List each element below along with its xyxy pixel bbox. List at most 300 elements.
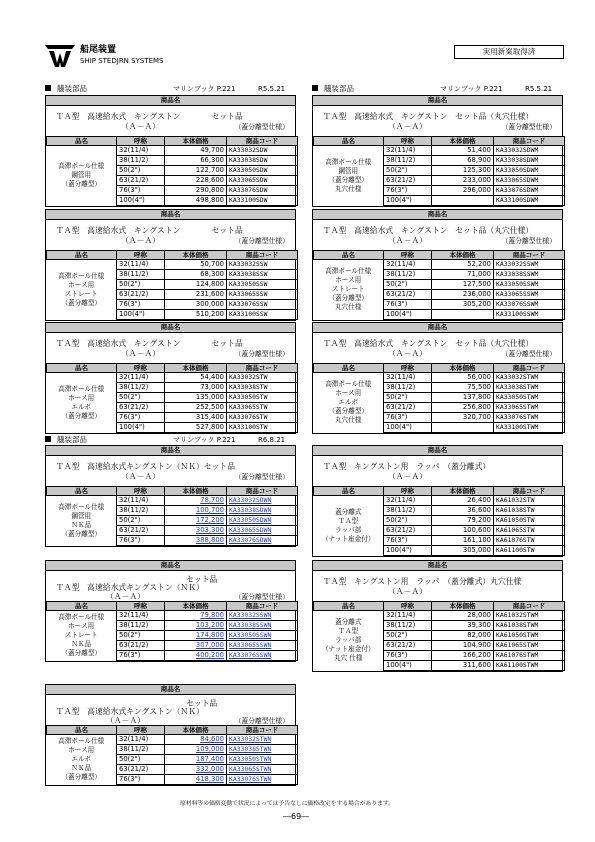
size-cell: 32(11/4) xyxy=(117,496,165,506)
product-code-cell[interactable]: KA33038SSWN xyxy=(227,621,298,631)
product-spec-label xyxy=(47,373,117,433)
spec-line: ストレート xyxy=(331,285,365,294)
price-table xyxy=(46,486,298,546)
spec-line: 鋼管用 xyxy=(338,166,359,175)
bullet-square-icon xyxy=(312,85,318,91)
price-cell: 56,000 xyxy=(432,373,494,383)
product-code-cell[interactable]: KA33065STWN xyxy=(227,765,298,775)
price-table xyxy=(313,363,565,433)
spec-line: （蓋分離型） xyxy=(328,175,369,184)
product-name-header: 商品名 xyxy=(46,685,295,695)
price-cell: 75,500 xyxy=(432,383,494,393)
product-block xyxy=(45,684,296,786)
product-code-cell: KA33065STWM xyxy=(494,403,565,413)
product-code-cell: KA33065SSW xyxy=(227,290,298,300)
size-cell: 50(2") xyxy=(384,393,432,403)
size-cell: 32(11/4) xyxy=(384,260,432,270)
price-cell: 400,200 xyxy=(165,651,227,661)
column-header-code: 商品コード xyxy=(494,487,565,496)
price-table xyxy=(46,601,298,661)
price-table xyxy=(46,725,298,785)
spec-line: ホース用 xyxy=(335,389,362,398)
product-title: ＴＡ型 キングストン用 ラッパ （蓋分離式）丸穴仕様 xyxy=(323,577,522,586)
product-code-cell: KA61038STW xyxy=(494,506,565,516)
spec-line: ストレート xyxy=(64,631,98,640)
product-code-cell: KA33032SDW xyxy=(227,146,298,156)
price-table xyxy=(313,486,565,556)
price-cell: 307,000 xyxy=(165,641,227,651)
product-title-area xyxy=(46,106,295,136)
size-cell: 32(11/4) xyxy=(117,373,165,383)
size-cell: 50(2") xyxy=(117,166,165,176)
size-cell: 38(11/2) xyxy=(384,383,432,393)
product-code-cell[interactable]: KA33050SDWN xyxy=(227,516,298,526)
column-header-name: 品名 xyxy=(47,137,117,146)
price-cell: 122,700 xyxy=(165,166,227,176)
price-cell: 78,700 xyxy=(165,496,227,506)
column-header-size: 呼称 xyxy=(117,251,165,260)
product-code-cell[interactable]: KA33032STWN xyxy=(227,735,298,745)
column-header-size: 呼称 xyxy=(384,487,432,496)
size-cell: 50(2") xyxy=(384,166,432,176)
product-title: ＴＡ型 高速給水式 キングストン セット品 xyxy=(56,226,243,235)
size-cell: 76(3") xyxy=(384,536,432,546)
spec-line: ラッパ部 xyxy=(335,636,362,645)
spec-line: ストレート xyxy=(64,289,98,298)
column-header-price: 本体価格 xyxy=(165,487,227,496)
spec-line: 丸穴仕様 xyxy=(335,184,362,193)
product-note: （蓋分離型仕様） xyxy=(234,717,289,725)
table-header-row xyxy=(314,487,565,496)
spec-line: 蓋分離式 xyxy=(335,507,362,516)
price-cell: 82,000 xyxy=(432,631,494,641)
price-cell: 68,900 xyxy=(432,156,494,166)
price-cell: 187,400 xyxy=(165,755,227,765)
product-code-cell[interactable]: KA33065SSWN xyxy=(227,641,298,651)
product-spec-label xyxy=(314,373,384,433)
product-code-cell[interactable]: KA33050STWN xyxy=(227,755,298,765)
product-title: ＴＡ型 高速給水式キングストン（ＮＫ） xyxy=(56,707,204,716)
table-header-row xyxy=(47,137,298,146)
spec-line: 高滞ボール仕様 xyxy=(325,267,372,276)
product-code-cell: KA33038STW xyxy=(227,383,298,393)
price-cell: 79,800 xyxy=(165,611,227,621)
product-code-cell[interactable]: KA33076SDWN xyxy=(227,536,298,546)
size-cell: 100(4") xyxy=(117,310,165,320)
size-cell: 32(11/4) xyxy=(117,735,165,745)
size-cell: 38(11/2) xyxy=(384,621,432,631)
price-cell: 305,000 xyxy=(432,546,494,556)
price-cell: 303,300 xyxy=(165,526,227,536)
column-header-code: 商品コード xyxy=(227,137,298,146)
product-note: （蓋分離型仕様） xyxy=(234,593,289,601)
product-code-cell: KA33100SDWM xyxy=(494,196,565,206)
spec-line: 高滞ボール仕様 xyxy=(58,613,105,622)
product-code-cell: KA33065SDW xyxy=(227,176,298,186)
product-note: （蓋分離型仕様） xyxy=(234,237,289,245)
product-code-cell: KA61038STWM xyxy=(494,621,565,631)
revision-date: R5.5.21 xyxy=(525,85,553,93)
price-cell: 231,600 xyxy=(165,290,227,300)
price-cell xyxy=(432,196,494,206)
price-cell: 54,400 xyxy=(165,373,227,383)
price-cell: 68,300 xyxy=(165,270,227,280)
spec-line: 丸穴 仕様 xyxy=(334,654,363,663)
price-cell: 124,800 xyxy=(165,280,227,290)
price-table xyxy=(313,136,565,206)
bullet-square-icon xyxy=(45,436,51,442)
column-header-name: 品名 xyxy=(47,726,117,735)
size-cell: 76(3") xyxy=(117,775,165,785)
price-table xyxy=(313,250,565,320)
table-row xyxy=(47,611,298,621)
product-code-cell: KA61076STWM xyxy=(494,651,565,661)
size-cell: 63(21/2) xyxy=(384,526,432,536)
product-code-cell: KA61032STWM xyxy=(494,611,565,621)
size-cell: 38(11/2) xyxy=(117,506,165,516)
spec-line: 蓋分離式 xyxy=(335,618,362,627)
spec-line: ホース用 xyxy=(68,393,95,402)
table-row xyxy=(47,146,298,156)
size-cell: 63(21/2) xyxy=(117,290,165,300)
column-header-code: 商品コード xyxy=(227,364,298,373)
price-cell: 305,200 xyxy=(432,300,494,310)
product-code-cell: KA33032STW xyxy=(227,373,298,383)
price-cell: 49,700 xyxy=(165,146,227,156)
size-cell: 76(3") xyxy=(384,651,432,661)
table-header-row xyxy=(47,602,298,611)
product-code-cell[interactable]: KA33050SSWN xyxy=(227,631,298,641)
table-header-row xyxy=(47,726,298,735)
price-cell: 100,700 xyxy=(165,506,227,516)
price-cell: 79,200 xyxy=(432,516,494,526)
product-subtitle: （Ａ－Ａ） xyxy=(121,472,160,481)
size-cell: 38(11/2) xyxy=(117,156,165,166)
table-row xyxy=(314,373,565,383)
table-row xyxy=(314,146,565,156)
product-block xyxy=(312,95,563,207)
price-table xyxy=(46,363,298,433)
product-title-area xyxy=(313,456,562,486)
price-cell: 315,400 xyxy=(165,413,227,423)
product-code-cell: KA33050SDW xyxy=(227,166,298,176)
product-code-cell[interactable]: KA33038SDWN xyxy=(227,506,298,516)
price-cell: 527,800 xyxy=(165,423,227,433)
product-subtitle: （Ａ－Ａ） xyxy=(121,122,160,131)
product-title-suffix: セット品 xyxy=(186,575,218,584)
price-cell: 161,100 xyxy=(432,536,494,546)
price-cell: 256,800 xyxy=(432,403,494,413)
product-title: ＴＡ型 高速給水式キングストン（ＮＫ）セット品 xyxy=(56,462,236,471)
product-subtitle: （Ａ－Ａ） xyxy=(106,716,145,725)
product-code-cell[interactable]: KA33032SSWN xyxy=(227,611,298,621)
size-cell: 50(2") xyxy=(384,631,432,641)
product-block xyxy=(312,445,563,557)
column-header-price: 本体価格 xyxy=(432,487,494,496)
column-header-name: 品名 xyxy=(47,487,117,496)
product-code-cell[interactable]: KA33038STWN xyxy=(227,745,298,755)
product-subtitle: （Ａ－Ａ） xyxy=(388,472,427,481)
column-header-size: 呼称 xyxy=(117,726,165,735)
product-code-cell[interactable]: KA33065SDWN xyxy=(227,526,298,536)
spec-line: 丸穴仕様 xyxy=(335,303,362,312)
product-name-header: 商品名 xyxy=(46,210,295,220)
product-code-cell: KA33050SSWM xyxy=(494,280,565,290)
product-code-cell[interactable]: KA33076SSWN xyxy=(227,651,298,661)
catalog-ref: マリンブック P.221 xyxy=(173,436,236,444)
column-header-size: 呼称 xyxy=(117,602,165,611)
product-block xyxy=(312,322,563,434)
table-row xyxy=(314,611,565,621)
price-cell: 418,300 xyxy=(165,775,227,785)
size-cell: 38(11/2) xyxy=(117,270,165,280)
section-label: 艤装部品 xyxy=(57,435,87,444)
price-cell: 296,000 xyxy=(432,186,494,196)
column-header-size: 呼称 xyxy=(384,602,432,611)
column-header-code: 商品コード xyxy=(494,251,565,260)
size-cell: 100(4") xyxy=(117,423,165,433)
table-header-row xyxy=(314,251,565,260)
column-header-size: 呼称 xyxy=(117,137,165,146)
product-code-cell: KA61032STW xyxy=(494,496,565,506)
price-cell: 104,900 xyxy=(432,641,494,651)
product-code-cell: KA33100STWM xyxy=(494,423,565,433)
product-note: （蓋分離型仕様） xyxy=(234,473,289,481)
spec-line: （蓋分離型） xyxy=(61,773,102,782)
size-cell: 50(2") xyxy=(117,631,165,641)
spec-line: ＴＡ型 xyxy=(338,627,359,636)
size-cell: 63(21/2) xyxy=(117,526,165,536)
price-table xyxy=(46,136,298,206)
column-header-name: 品名 xyxy=(47,364,117,373)
product-code-cell: KA33076SDW xyxy=(227,186,298,196)
product-name-header: 商品名 xyxy=(46,561,295,571)
spec-line: エルボ xyxy=(71,402,92,411)
company-name xyxy=(80,45,163,67)
size-cell: 100(4") xyxy=(384,196,432,206)
spec-line: （蓋分離型） xyxy=(328,407,369,416)
product-code-cell: KA33050STWM xyxy=(494,393,565,403)
size-cell: 38(11/2) xyxy=(384,506,432,516)
product-title-area xyxy=(313,571,562,601)
size-cell: 63(21/2) xyxy=(117,403,165,413)
size-cell: 63(21/2) xyxy=(117,176,165,186)
product-code-cell: KA33100SSWM xyxy=(494,310,565,320)
spec-line: エルボ xyxy=(71,755,92,764)
product-subtitle: （Ａ－Ａ） xyxy=(121,349,160,358)
product-code-cell: KA33032SDWM xyxy=(494,146,565,156)
spec-line: 鋼管用 xyxy=(71,171,92,180)
product-code-cell: KA33032SSWM xyxy=(494,260,565,270)
table-header-row xyxy=(47,364,298,373)
product-code-cell: KA61065STWM xyxy=(494,641,565,651)
spec-line: 高滞ボール仕様 xyxy=(58,502,105,511)
column-header-code: 商品コード xyxy=(494,137,565,146)
size-cell: 76(3") xyxy=(384,186,432,196)
size-cell: 50(2") xyxy=(117,516,165,526)
table-header-row xyxy=(47,487,298,496)
price-cell: 252,500 xyxy=(165,403,227,413)
column-header-name: 品名 xyxy=(47,251,117,260)
product-code-cell: KA33065SDWM xyxy=(494,176,565,186)
product-spec-label xyxy=(314,496,384,556)
price-cell: 498,800 xyxy=(165,196,227,206)
product-subtitle: （Ａ－Ａ） xyxy=(121,236,160,245)
product-code-cell: KA33038SSW xyxy=(227,270,298,280)
column-header-code: 商品コード xyxy=(227,602,298,611)
size-cell: 63(21/2) xyxy=(117,765,165,775)
spec-line: ラッパ部 xyxy=(335,525,362,534)
table-row xyxy=(47,496,298,506)
price-cell: 228,600 xyxy=(165,176,227,186)
price-cell: 332,000 xyxy=(165,765,227,775)
size-cell: 32(11/4) xyxy=(384,373,432,383)
price-cell: 36,600 xyxy=(432,506,494,516)
spec-line: （ナット座金付） xyxy=(321,534,375,543)
spec-line: ＴＡ型 xyxy=(338,516,359,525)
size-cell: 76(3") xyxy=(384,300,432,310)
size-cell: 76(3") xyxy=(117,536,165,546)
product-block xyxy=(45,560,296,662)
spec-line: ホース用 xyxy=(68,746,95,755)
size-cell: 63(21/2) xyxy=(384,290,432,300)
column-header-price: 本体価格 xyxy=(432,602,494,611)
price-table xyxy=(313,601,565,671)
size-cell: 50(2") xyxy=(384,516,432,526)
size-cell: 38(11/2) xyxy=(384,156,432,166)
product-spec-label xyxy=(314,260,384,320)
column-header-code: 商品コード xyxy=(227,251,298,260)
column-header-price: 本体価格 xyxy=(432,137,494,146)
price-cell: 52,200 xyxy=(432,260,494,270)
page-number: ―69― xyxy=(283,812,310,821)
size-cell: 50(2") xyxy=(117,393,165,403)
size-cell: 63(21/2) xyxy=(384,176,432,186)
product-title-area xyxy=(46,333,295,363)
column-header-name: 品名 xyxy=(314,137,384,146)
spec-line: ホース用 xyxy=(68,280,95,289)
product-name-header: 商品名 xyxy=(313,96,562,106)
price-cell: 51,400 xyxy=(432,146,494,156)
size-cell: 32(11/4) xyxy=(117,146,165,156)
product-spec-label xyxy=(314,146,384,206)
spec-line: （蓋分離型） xyxy=(61,411,102,420)
price-cell: 172,200 xyxy=(165,516,227,526)
product-code-cell[interactable]: KA33076STWN xyxy=(227,775,298,785)
product-note: （蓋分離型仕様） xyxy=(234,123,289,131)
column-header-size: 呼称 xyxy=(384,251,432,260)
size-cell: 32(11/4) xyxy=(384,496,432,506)
section-header xyxy=(45,84,295,94)
product-code-cell: KA33050STW xyxy=(227,393,298,403)
product-code-cell: KA33038SDWM xyxy=(494,156,565,166)
product-code-cell: KA33050SSW xyxy=(227,280,298,290)
spec-line: ＮＫ品 xyxy=(71,640,92,649)
price-cell: 388,800 xyxy=(165,536,227,546)
product-title-area xyxy=(313,220,562,250)
price-cell: 109,000 xyxy=(165,745,227,755)
column-header-price: 本体価格 xyxy=(165,251,227,260)
spec-line: ホース用 xyxy=(335,276,362,285)
product-code-cell: KA33076SDWM xyxy=(494,186,565,196)
column-header-code: 商品コード xyxy=(494,364,565,373)
price-cell: 135,000 xyxy=(165,393,227,403)
product-subtitle: （Ａ－Ａ） xyxy=(388,587,427,596)
size-cell: 32(11/4) xyxy=(117,260,165,270)
product-code-cell: KA33038STWM xyxy=(494,383,565,393)
column-header-code: 商品コード xyxy=(227,487,298,496)
company-logo xyxy=(45,45,75,67)
product-note: （蓋分離型仕様） xyxy=(501,237,556,245)
column-header-size: 呼称 xyxy=(117,487,165,496)
product-spec-label xyxy=(47,146,117,206)
product-code-cell: KA33065SSWM xyxy=(494,290,565,300)
spec-line: エルボ xyxy=(338,398,359,407)
size-cell: 76(3") xyxy=(117,300,165,310)
price-cell: 71,000 xyxy=(432,270,494,280)
size-cell: 38(11/2) xyxy=(117,383,165,393)
product-spec-label xyxy=(47,496,117,546)
product-block xyxy=(45,95,296,207)
table-header-row xyxy=(314,137,565,146)
price-cell: 236,000 xyxy=(432,290,494,300)
price-cell: 103,200 xyxy=(165,621,227,631)
product-subtitle: （Ａ－Ａ） xyxy=(388,349,427,358)
product-subtitle: （Ａ－Ａ） xyxy=(388,236,427,245)
revision-date: R6.8.21 xyxy=(258,436,286,444)
spec-line: ホース用 xyxy=(68,622,95,631)
table-row xyxy=(47,260,298,270)
size-cell: 76(3") xyxy=(117,651,165,661)
size-cell: 50(2") xyxy=(117,280,165,290)
product-name-header: 商品名 xyxy=(313,446,562,456)
bullet-square-icon xyxy=(45,85,51,91)
spec-line: 高滞ボール仕様 xyxy=(325,380,372,389)
price-cell: 84,600 xyxy=(165,735,227,745)
spec-line: 高滞ボール仕様 xyxy=(58,737,105,746)
product-spec-label xyxy=(47,260,117,320)
table-row xyxy=(314,260,565,270)
table-header-row xyxy=(314,364,565,373)
spec-line: ＮＫ品 xyxy=(71,520,92,529)
column-header-size: 呼称 xyxy=(384,137,432,146)
product-code-cell: KA61050STWM xyxy=(494,631,565,641)
product-title: ＴＡ型 高速給水式キングストン（ＮＫ） xyxy=(56,583,204,592)
product-title-area xyxy=(46,456,295,486)
price-cell: 174,800 xyxy=(165,631,227,641)
product-spec-label xyxy=(47,611,117,661)
product-code-cell: KA61100STW xyxy=(494,546,565,556)
column-header-name: 品名 xyxy=(47,602,117,611)
company-name-ja: 船尾装置 xyxy=(80,45,117,55)
company-name-en: SHIP STEDJRN SYSTEMS xyxy=(80,57,164,65)
product-subtitle: （Ａ－Ａ） xyxy=(106,592,145,601)
size-cell: 76(3") xyxy=(117,186,165,196)
product-name-header: 商品名 xyxy=(46,96,295,106)
product-block xyxy=(45,209,296,321)
product-note: （蓋分離型仕様） xyxy=(501,350,556,358)
size-cell: 38(11/2) xyxy=(117,745,165,755)
spec-line: 高滞ボール仕様 xyxy=(58,384,105,393)
section-header xyxy=(312,84,562,94)
product-code-cell[interactable]: KA33032SDWN xyxy=(227,496,298,506)
price-table xyxy=(46,250,298,320)
price-cell: 50,700 xyxy=(165,260,227,270)
spec-line: （蓋分離型） xyxy=(61,180,102,189)
product-code-cell: KA33065STW xyxy=(227,403,298,413)
product-title: ＴＡ型 高速給水式 キングストン セット品 xyxy=(56,339,243,348)
table-row xyxy=(314,496,565,506)
